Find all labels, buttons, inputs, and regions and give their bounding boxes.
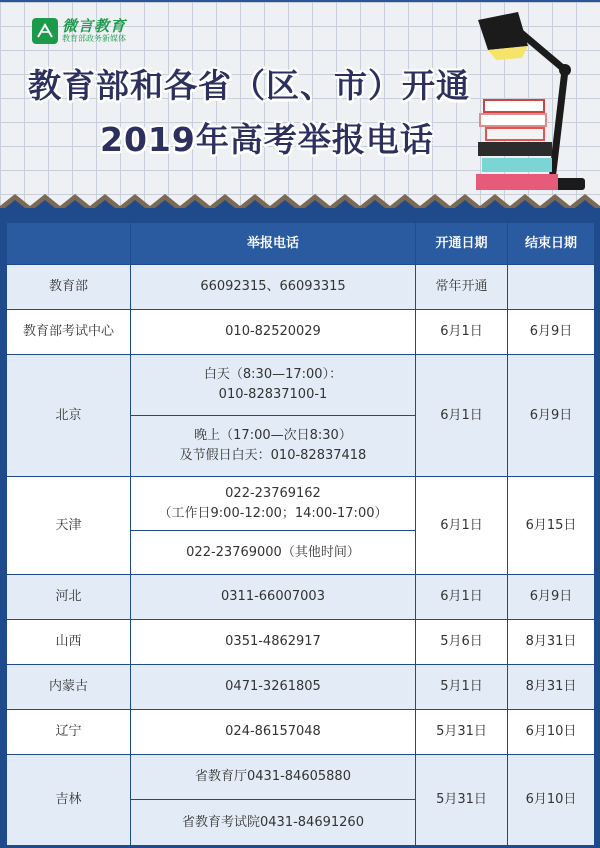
header-start-date: 开通日期 [416,223,508,265]
region-cell: 教育部 [7,265,131,310]
hotline-table-container [6,222,594,848]
zigzag-divider [0,188,600,222]
phone-cell: 省教育考试院0431-84691260 [131,800,416,846]
phone-cell: 66092315、66093315 [131,265,416,310]
logo-name: 微言教育 [62,17,127,35]
header-region [7,223,131,265]
phone-cell: 省教育厅0431-84605880 [131,755,416,800]
table-row [7,575,595,620]
banner-title-line2: 2019年高考举报电话 [100,120,434,159]
start-date-cell: 5月6日 [416,620,508,665]
table-header-row [7,223,595,265]
phone-cell: 010-82520029 [131,310,416,355]
table-row [7,265,595,310]
start-date-cell: 常年开通 [416,265,508,310]
end-date-cell: 6月9日 [508,575,595,620]
region-cell: 辽宁 [7,710,131,755]
region-cell: 北京 [7,355,131,477]
start-date-cell: 6月1日 [416,310,508,355]
hotline-table [6,222,595,846]
end-date-cell: 6月10日 [508,755,595,846]
phone-cell: 022-23769000（其他时间） [131,531,416,575]
end-date-cell: 6月15日 [508,477,595,575]
table-row [7,665,595,710]
header-banner [0,0,600,222]
end-date-cell: 6月9日 [508,310,595,355]
table-row [7,310,595,355]
end-date-cell [508,265,595,310]
phone-cell: 024-86157048 [131,710,416,755]
banner-title-line1: 教育部和各省（区、市）开通 [28,66,470,105]
start-date-cell: 6月1日 [416,575,508,620]
start-date-cell: 5月31日 [416,710,508,755]
end-date-cell: 8月31日 [508,665,595,710]
start-date-cell: 5月1日 [416,665,508,710]
logo [32,18,126,44]
table-row [7,755,595,800]
phone-cell: 0351-4862917 [131,620,416,665]
phone-cell: 0311-66007003 [131,575,416,620]
region-cell: 吉林 [7,755,131,846]
region-cell: 河北 [7,575,131,620]
phone-cell: 白天（8:30—17:00）： 010-82837100-1 [131,355,416,416]
table-row [7,710,595,755]
end-date-cell: 6月9日 [508,355,595,477]
table-row [7,355,595,416]
phone-cell: 晚上（17:00—次日8:30） 及节假日白天：010-82837418 [131,416,416,477]
table-row [7,477,595,531]
start-date-cell: 6月1日 [416,477,508,575]
start-date-cell: 5月31日 [416,755,508,846]
region-cell: 内蒙古 [7,665,131,710]
phone-cell: 022-23769162 （工作日9:00-12:00；14:00-17:00） [131,477,416,531]
phone-cell: 0471-3261805 [131,665,416,710]
end-date-cell: 8月31日 [508,620,595,665]
region-cell: 天津 [7,477,131,575]
region-cell: 教育部考试中心 [7,310,131,355]
logo-icon [32,18,58,44]
header-phone: 举报电话 [131,223,416,265]
book-stack-illustration [476,98,566,198]
header-end-date: 结束日期 [508,223,595,265]
start-date-cell: 6月1日 [416,355,508,477]
table-row [7,620,595,665]
region-cell: 山西 [7,620,131,665]
end-date-cell: 6月10日 [508,710,595,755]
logo-subtitle: 教育部政务新媒体 [62,34,126,43]
